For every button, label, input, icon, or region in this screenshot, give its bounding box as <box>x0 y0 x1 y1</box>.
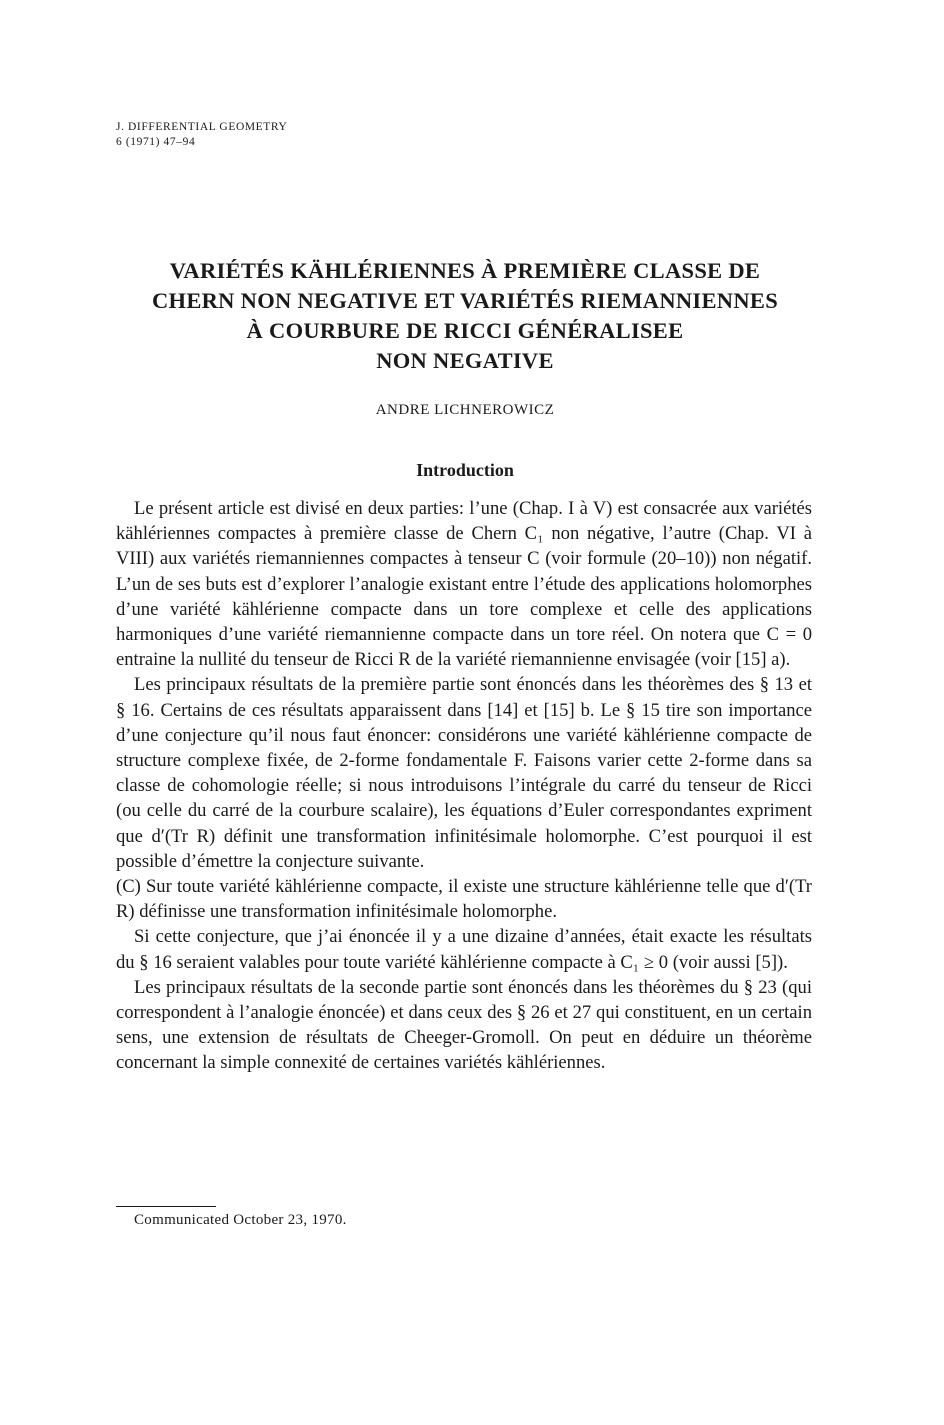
footnote-rule <box>116 1206 216 1207</box>
journal-volume: 6 (1971) 47–94 <box>116 136 196 148</box>
paragraph-1: Le présent article est divisé en deux parties: l’une (Chap. I à V) est consacrée aux variétés kählériennes compactes à première classe de Chern C₁ non négative, l’autre (Chap. VI à VIII) aux variétés riemanniennes compactes à tenseur C (voir formule (20–10)) non négatif. L’un de ses buts est d’explorer l’analogie existant entre l’étude des applications holomorphes d’une variété kählérienne compacte dans un tore complexe et celle des applications harmoniques d’une variété riemannienne compacte dans un tore réel. On notera que C = 0 entraine la nullité du tenseur de Ricci R de la variété riemannienne envisagée (voir [15] a). <box>116 498 812 671</box>
paper-title <box>100 256 830 376</box>
section-heading: Introduction <box>416 460 514 480</box>
author: ANDRE LICHNEROWICZ <box>375 402 555 418</box>
journal-header <box>116 120 287 150</box>
paragraph-3: (C) Sur toute variété kählérienne compacte, il existe une structure kählérienne telle que d′(Tr R) définisse une transformation infinitésimale holomorphe. <box>116 876 812 923</box>
title-line-4: NON NEGATIVE <box>376 348 554 373</box>
body-text <box>116 496 812 1076</box>
title-line-1: VARIÉTÉS KÄHLÉRIENNES À PREMIÈRE CLASSE DE <box>169 258 761 283</box>
paragraph-4: Si cette conjecture, que j’ai énoncée il y a une dizaine d’années, était exacte les résultats du § 16 seraient valables pour toute variété kählérienne compacte à C₁ ≥ 0 (voir aussi [5]). <box>116 926 812 973</box>
footnote: Communicated October 23, 1970. <box>134 1212 347 1228</box>
title-line-2: CHERN NON NEGATIVE ET VARIÉTÉS RIEMANNIENNES <box>151 288 779 313</box>
journal-name: J. DIFFERENTIAL GEOMETRY <box>116 121 288 133</box>
paragraph-5: Les principaux résultats de la seconde partie sont énoncés dans les théorèmes du § 23 (qui correspondent à l’analogie énoncée) et dans ceux des § 26 et 27 qui constituent, en un certain sens, une extension de résultats de Cheeger-Gromoll. On peut en déduire un théorème concernant la simple connexité de certaines variétés kählériennes. <box>116 976 812 1074</box>
title-line-3: À COURBURE DE RICCI GÉNÉRALISEE <box>246 318 684 343</box>
paragraph-2: Les principaux résultats de la première partie sont énoncés dans les théorèmes des § 13 et § 16. Certains de ces résultats apparaissent dans [14] et [15] b. Le § 15 tire son importance d’une conjecture qu’il nous faut énoncer: considérons une variété kählérienne compacte de structure complexe fixée, de 2-forme fondamentale F. Faisons varier cette 2-forme dans sa classe de cohomologie réelle; si nous introduisons l’intégrale du carré du tenseur de Ricci (ou celle du carré de la courbure scalaire), les équations d’Euler correspondantes expriment que d′(Tr R) définit une transformation infinitésimale holomorphe. C’est pourquoi il est possible d’émettre la conjecture suivante. <box>116 674 812 872</box>
